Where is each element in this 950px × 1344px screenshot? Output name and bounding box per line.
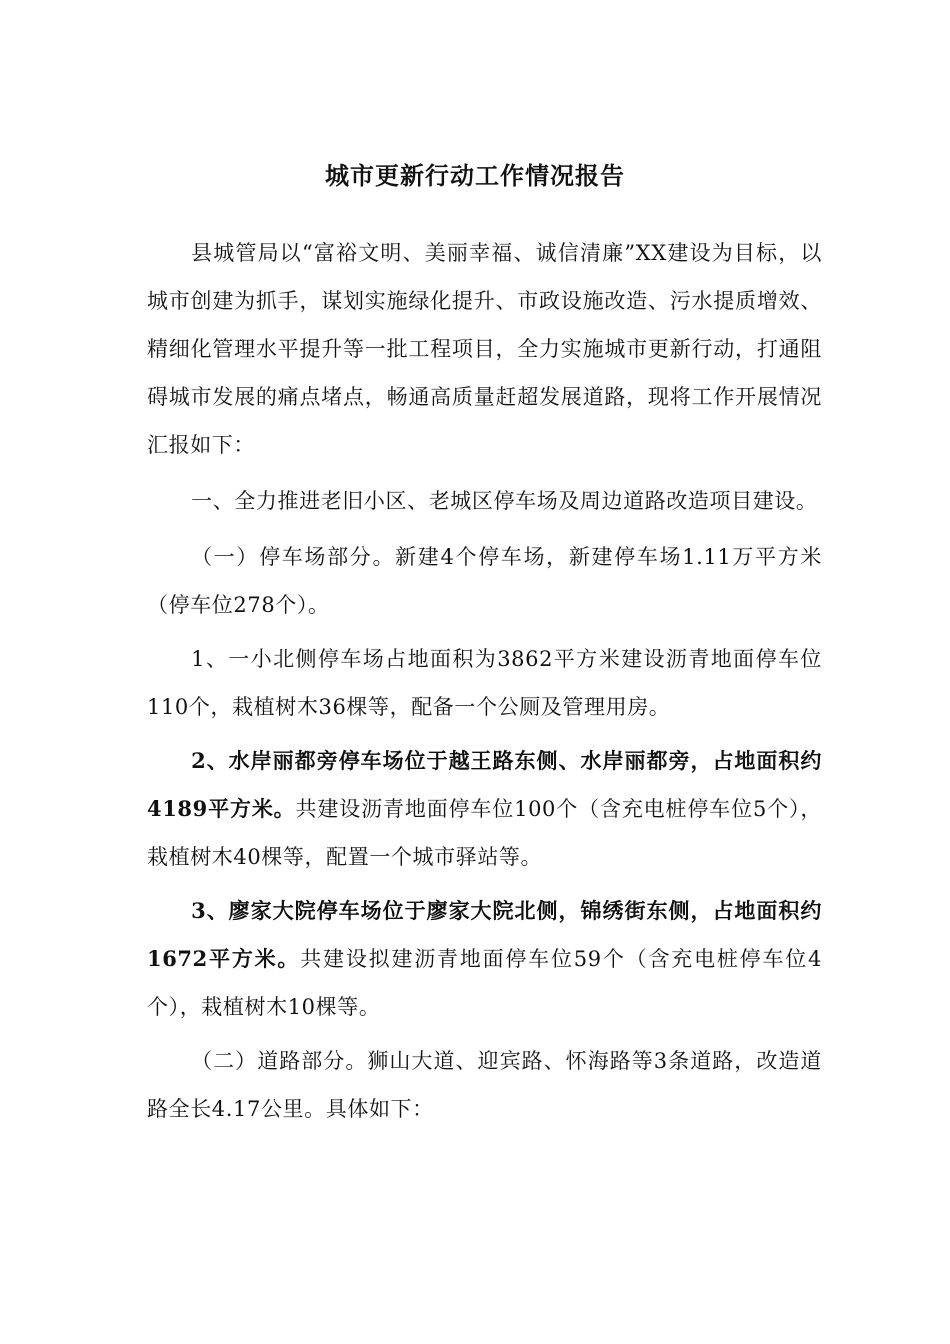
document-body bbox=[147, 229, 822, 1133]
paragraph-item-2 bbox=[147, 737, 822, 881]
paragraph-text: 共建设拟建沥青地面停车位59个（含充电桩停车位4个），栽植树木10棵等。 bbox=[147, 947, 823, 1019]
paragraph-bold-lead: 2、水岸丽都旁停车场位于越王路东侧、水岸丽都旁，占地面积约4189平方米。 bbox=[147, 748, 822, 821]
paragraph-section-1 bbox=[147, 477, 822, 525]
paragraph-parking bbox=[147, 533, 822, 629]
paragraph-text: 共建设沥青地面停车位100个（含充电桩停车位5个），栽植树木40棵等，配置一个城市驿站等。 bbox=[147, 797, 823, 869]
paragraph-text: 1、一小北侧停车场占地面积为3862平方米建设沥青地面停车位110个，栽植树木36棵等，配备一个公厕及管理用房。 bbox=[147, 647, 822, 719]
paragraph-text: 一、全力推进老旧小区、老城区停车场及周边道路改造项目建设。 bbox=[191, 489, 818, 513]
paragraph-text: 县城管局以“富裕文明、美丽幸福、诚信清廉”XX建设为目标，以城市创建为抓手，谋划实施绿化提升、市政设施改造、污水提质增效、精细化管理水平提升等一批工程项目，全力实施城市更新行动，打通阻碍城市发展的痛点堵点，畅通高质量赶超发展道路，现将工作开展情况汇报如下： bbox=[147, 241, 822, 457]
paragraph-item-3 bbox=[147, 887, 822, 1031]
paragraph-item-1 bbox=[147, 635, 822, 731]
paragraph-intro bbox=[147, 229, 822, 469]
paragraph-roads bbox=[147, 1037, 822, 1133]
paragraph-text: （一）停车场部分。新建4个停车场，新建停车场1.11万平方米（停车位278个）。 bbox=[147, 545, 822, 617]
paragraph-text: （二）道路部分。狮山大道、迎宾路、怀海路等3条道路，改造道路全长4.17公里。具体如下： bbox=[147, 1049, 822, 1121]
paragraph-bold-lead: 3、廖家大院停车场位于廖家大院北侧，锦绣街东侧，占地面积约1672平方米。 bbox=[147, 898, 822, 971]
document-title: 城市更新行动工作情况报告 bbox=[325, 161, 625, 190]
